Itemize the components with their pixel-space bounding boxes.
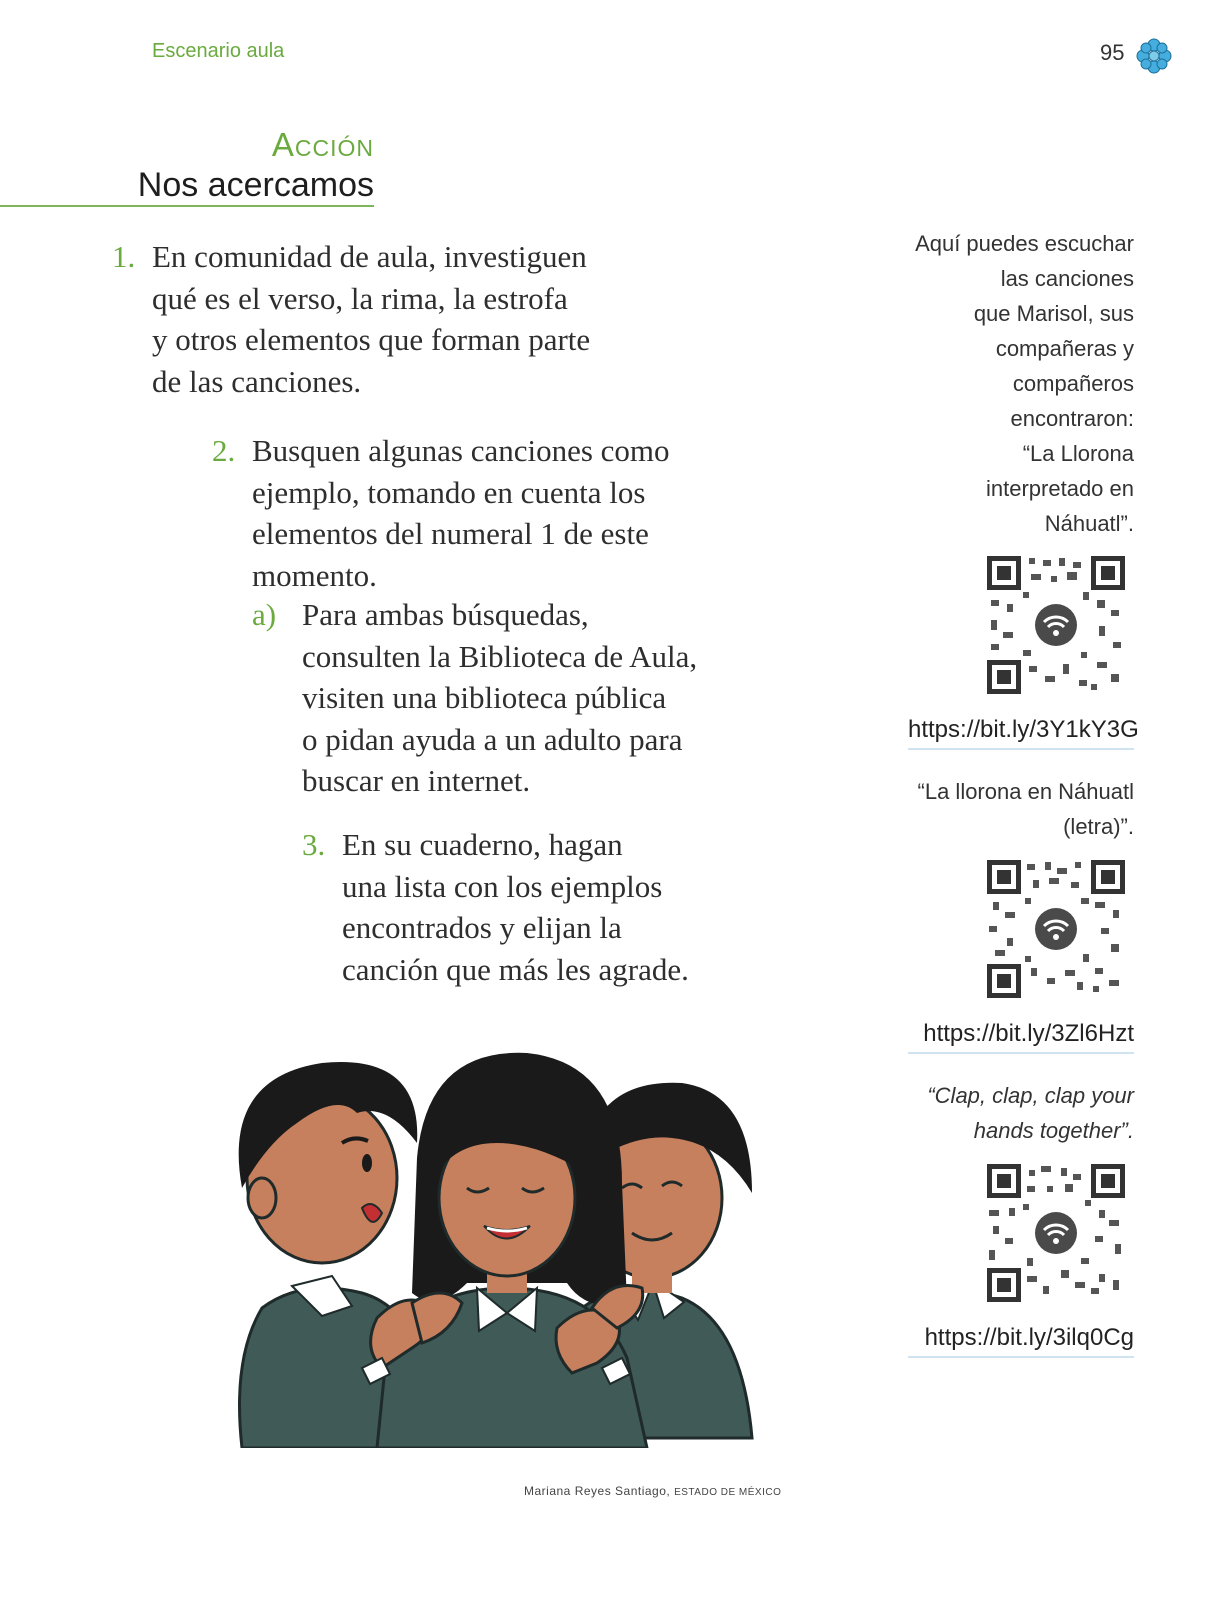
qr-code-icon[interactable] [987, 1164, 1125, 1302]
caption-line: “La llorona en Náhuatl [917, 779, 1134, 804]
credit-author: Mariana Reyes Santiago, [524, 1484, 671, 1498]
sidebar-line: compañeras y [995, 336, 1134, 361]
item-line: En su cuaderno, hagan [342, 827, 623, 862]
item-line: Busquen algunas canciones como [252, 433, 670, 468]
section-title: Nos acercamos [137, 166, 374, 204]
resource-link[interactable]: https://bit.ly/3Zl6Hzt [908, 1020, 1134, 1054]
section-divider [0, 205, 374, 207]
sidebar-line: compañeros [1012, 371, 1134, 396]
item-line: y otros elementos que forman parte [152, 322, 591, 357]
sidebar-line: Aquí puedes escuchar [915, 231, 1134, 256]
running-header: Escenario aula [152, 40, 285, 62]
item-number: 3. [302, 827, 326, 862]
item-number: 1. [112, 239, 136, 274]
item-line: elementos del numeral 1 de este [252, 516, 649, 551]
credit-state: ESTADO DE MÉXICO [674, 1487, 782, 1498]
item-line: o pidan ayuda a un adulto para [302, 721, 683, 757]
sidebar-line: Náhuatl”. [1044, 511, 1134, 536]
activity-item-2 [212, 430, 670, 596]
sidebar-line: encontraron: [1010, 406, 1134, 431]
resource-caption [894, 1078, 1134, 1148]
sidebar-line: que Marisol, sus [973, 301, 1134, 326]
resource-link[interactable]: https://bit.ly/3Y1kY3G [908, 716, 1134, 750]
activity-item-2a [252, 594, 698, 802]
item-line: En comunidad de aula, investiguen [152, 239, 587, 274]
resource-link[interactable]: https://bit.ly/3ilq0Cg [908, 1324, 1134, 1358]
sidebar-line: las canciones [1000, 266, 1134, 291]
item-line: qué es el verso, la rima, la estrofa [152, 280, 568, 316]
section-label: Acción [271, 126, 374, 163]
sidebar-line: interpretado en [986, 476, 1134, 501]
qr-code-icon[interactable] [987, 556, 1125, 694]
item-line: encontrados y elijan la [342, 910, 622, 945]
item-line: una lista con los ejemplos [342, 868, 663, 904]
sidebar-line: “La Llorona [1022, 441, 1134, 466]
children-singing-illustration [222, 1048, 762, 1448]
item-line: consulten la Biblioteca de Aula, [302, 638, 698, 674]
item-line: momento. [252, 557, 377, 593]
item-line: Para ambas búsquedas, [302, 597, 589, 632]
item-line: ejemplo, tomando en cuenta los [252, 474, 646, 510]
illustration-credit [524, 1484, 781, 1498]
page-number: 95 [1100, 40, 1125, 65]
item-number: 2. [212, 433, 236, 468]
activity-item-1 [112, 236, 591, 402]
resource-caption [894, 774, 1134, 844]
flower-logo-icon [1134, 36, 1174, 76]
sidebar-intro [894, 226, 1134, 541]
item-line: canción que más les agrade. [342, 951, 689, 987]
item-letter: a) [252, 597, 277, 632]
item-line: buscar en internet. [302, 763, 531, 798]
activity-item-3 [302, 824, 689, 990]
item-line: visiten una biblioteca pública [302, 680, 667, 715]
caption-line: (letra)”. [1063, 814, 1134, 839]
caption-line: hands together”. [973, 1118, 1134, 1143]
qr-code-icon[interactable] [987, 860, 1125, 998]
item-line: de las canciones. [152, 363, 362, 399]
caption-line: “Clap, clap, clap your [927, 1083, 1134, 1108]
